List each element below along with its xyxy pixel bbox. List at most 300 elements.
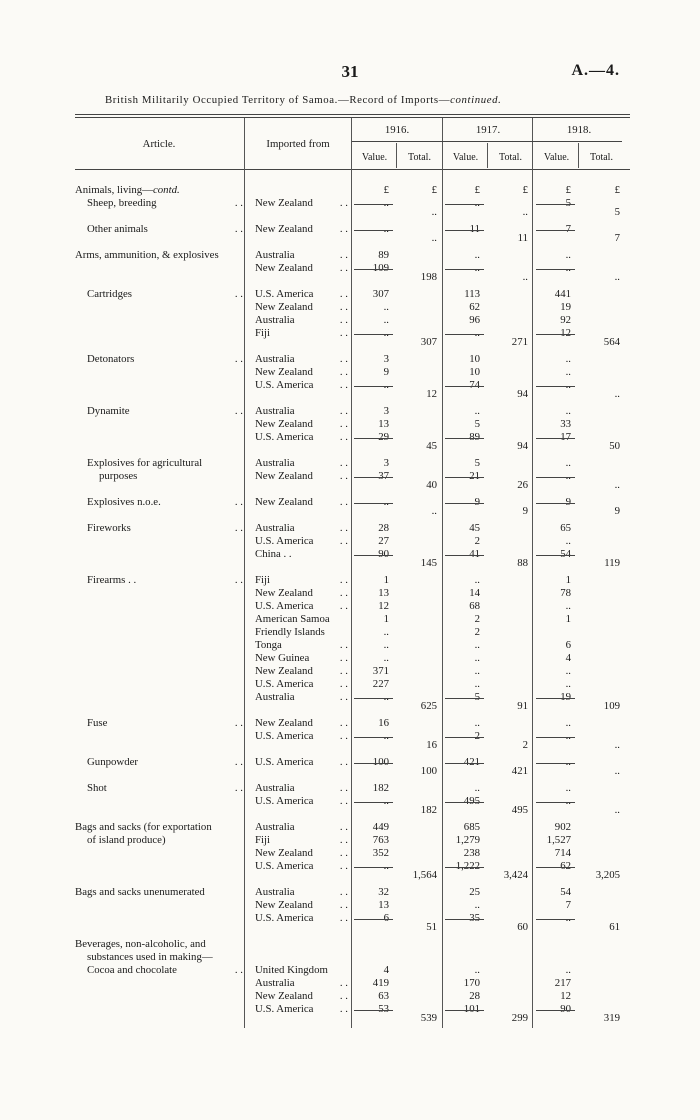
subtotal-rule	[445, 269, 484, 270]
value-cell: 352	[372, 847, 389, 859]
value-cell: 307	[372, 288, 389, 300]
origin-label: Friendly Islands	[255, 626, 325, 638]
total-cell: 11	[517, 232, 528, 244]
value-cell: 62	[560, 860, 571, 872]
value-cell: ..	[474, 899, 480, 911]
leader-dots: . .	[339, 678, 348, 690]
value-cell: ..	[565, 795, 571, 807]
leader-dots: . .	[339, 977, 348, 989]
value-cell: 9	[383, 366, 389, 378]
subtotal-rule	[354, 763, 393, 764]
total-cell: £	[522, 184, 528, 196]
header-top-rule-2	[75, 117, 630, 118]
total-cell: 94	[517, 388, 528, 400]
value-cell: 101	[463, 1003, 480, 1015]
subtotal-rule	[536, 269, 575, 270]
value-header: Value.	[543, 152, 570, 163]
value-cell: ..	[383, 730, 389, 742]
origin-label: China . .	[255, 548, 292, 560]
subtotal-rule	[536, 503, 575, 504]
total-cell: ..	[431, 206, 437, 218]
value-cell: 4	[565, 652, 571, 664]
document-reference: A.—4.	[571, 62, 620, 79]
article-label: Fireworks	[87, 522, 131, 534]
origin-label: Fiji	[255, 834, 271, 846]
leader-dots: . .	[339, 600, 348, 612]
value-cell: 1	[565, 574, 571, 586]
leader-dots: . .	[339, 639, 348, 651]
subtotal-rule	[354, 919, 393, 920]
origin-label: U.S. America	[255, 678, 314, 690]
value-cell: 1,527	[546, 834, 571, 846]
leader-dots: . .	[234, 574, 243, 586]
value-cell: 25	[469, 886, 480, 898]
value-cell: ..	[474, 782, 480, 794]
title-main: British Militarily Occupied Territory of Samoa.—Record of Imports—	[105, 94, 451, 106]
subtotal-rule	[445, 763, 484, 764]
column-rule	[244, 118, 245, 1028]
year-rule	[352, 141, 622, 142]
column-rule	[532, 118, 533, 1028]
article-label: Beverages, non-alcoholic, and	[75, 938, 206, 950]
subtotal-rule	[445, 737, 484, 738]
year-header: 1917.	[475, 124, 501, 136]
origin-label: New Zealand	[255, 418, 313, 430]
subtotal-rule	[536, 230, 575, 231]
value-cell: £	[474, 184, 480, 196]
value-cell: 227	[372, 678, 389, 690]
subtotal-rule	[354, 867, 393, 868]
origin-label: Australia	[255, 886, 295, 898]
leader-dots: . .	[339, 886, 348, 898]
leader-dots: . .	[339, 795, 348, 807]
article-label: of island produce)	[87, 834, 166, 846]
article-label: Animals, living—contd.	[75, 184, 180, 196]
origin-label: Australia	[255, 457, 295, 469]
total-cell: ..	[431, 505, 437, 517]
value-cell: ..	[565, 717, 571, 729]
article-label: Bags and sacks unenumerated	[75, 886, 205, 898]
total-cell: 60	[517, 921, 528, 933]
value-cell: 100	[372, 756, 389, 768]
value-cell: 9	[565, 496, 571, 508]
value-cell: 2	[474, 730, 480, 742]
origin-label: U.S. America	[255, 535, 314, 547]
leader-dots: . .	[339, 197, 348, 209]
value-cell: ..	[565, 730, 571, 742]
leader-dots: . .	[234, 782, 243, 794]
total-cell: £	[614, 184, 620, 196]
leader-dots: . .	[339, 223, 348, 235]
value-cell: 13	[378, 587, 389, 599]
value-cell: 13	[378, 418, 389, 430]
origin-label: Australia	[255, 821, 295, 833]
leader-dots: . .	[339, 899, 348, 911]
subtotal-rule	[354, 477, 393, 478]
value-cell: 6	[383, 912, 389, 924]
article-label: Other animals	[87, 223, 148, 235]
total-cell: 564	[603, 336, 620, 348]
origin-label: Fiji	[255, 574, 271, 586]
article-label: Cocoa and chocolate	[87, 964, 177, 976]
leader-dots: . .	[339, 665, 348, 677]
total-cell: 51	[426, 921, 437, 933]
value-cell: ..	[474, 639, 480, 651]
value-cell: ..	[565, 405, 571, 417]
total-cell: 100	[420, 765, 437, 777]
article-label: Dynamite	[87, 405, 130, 417]
subtotal-rule	[536, 802, 575, 803]
origin-label: Australia	[255, 314, 295, 326]
value-cell: 17	[560, 431, 571, 443]
origin-label: New Zealand	[255, 665, 313, 677]
total-cell: 1,564	[412, 869, 437, 881]
origin-label: New Zealand	[255, 990, 313, 1002]
subtotal-rule	[354, 204, 393, 205]
value-cell: 170	[463, 977, 480, 989]
header-top-rule	[75, 114, 630, 115]
value-cell: 54	[560, 548, 571, 560]
value-cell: 63	[378, 990, 389, 1002]
value-cell: 89	[378, 249, 389, 261]
subtotal-rule	[354, 737, 393, 738]
origin-label: New Zealand	[255, 470, 313, 482]
total-cell: 61	[609, 921, 620, 933]
subtotal-rule	[445, 698, 484, 699]
value-cell: ..	[565, 366, 571, 378]
subtotal-rule	[354, 334, 393, 335]
subtotal-rule	[536, 438, 575, 439]
leader-dots: . .	[339, 379, 348, 391]
value-cell: ..	[383, 860, 389, 872]
total-cell: 88	[517, 557, 528, 569]
value-cell: ..	[565, 782, 571, 794]
leader-dots: . .	[234, 353, 243, 365]
total-cell: 109	[603, 700, 620, 712]
total-header: Total.	[499, 152, 522, 163]
value-cell: ..	[383, 691, 389, 703]
origin-label: U.S. America	[255, 600, 314, 612]
total-cell: ..	[614, 765, 620, 777]
value-cell: ..	[565, 470, 571, 482]
total-cell: 421	[511, 765, 528, 777]
value-cell: 1,279	[455, 834, 480, 846]
article-label: Cartridges	[87, 288, 132, 300]
origin-label: New Zealand	[255, 301, 313, 313]
value-cell: 12	[560, 327, 571, 339]
subtotal-rule	[445, 438, 484, 439]
value-cell: ..	[474, 405, 480, 417]
total-cell: 12	[426, 388, 437, 400]
total-cell: 50	[609, 440, 620, 452]
value-cell: ..	[383, 314, 389, 326]
value-cell: £	[565, 184, 571, 196]
subtotal-rule	[354, 802, 393, 803]
origin-label: Fiji	[255, 327, 271, 339]
value-cell: ..	[383, 639, 389, 651]
value-cell: 371	[372, 665, 389, 677]
total-cell: 299	[511, 1012, 528, 1024]
total-header: Total.	[590, 152, 613, 163]
value-cell: 78	[560, 587, 571, 599]
leader-dots: . .	[339, 249, 348, 261]
value-cell: 19	[560, 691, 571, 703]
leader-dots: . .	[234, 405, 243, 417]
subtotal-rule	[536, 386, 575, 387]
value-cell: ..	[474, 665, 480, 677]
subtotal-rule	[536, 737, 575, 738]
subtotal-rule	[445, 386, 484, 387]
total-cell: ..	[614, 479, 620, 491]
value-cell: 92	[560, 314, 571, 326]
leader-dots: . .	[339, 470, 348, 482]
table-title	[105, 94, 501, 106]
leader-dots: . .	[339, 834, 348, 846]
article-label: Shot	[87, 782, 107, 794]
leader-dots: . .	[339, 912, 348, 924]
leader-dots: . .	[339, 405, 348, 417]
leader-dots: . .	[339, 574, 348, 586]
origin-label: U.S. America	[255, 379, 314, 391]
value-cell: 5	[565, 197, 571, 209]
article-label: substances used in making—	[87, 951, 213, 963]
year-header: 1918.	[566, 124, 592, 136]
value-cell: 5	[474, 457, 480, 469]
value-cell: 182	[372, 782, 389, 794]
origin-label: New Zealand	[255, 262, 313, 274]
leader-dots: . .	[339, 366, 348, 378]
value-cell: 19	[560, 301, 571, 313]
value-cell: ..	[474, 262, 480, 274]
total-cell: 3,205	[595, 869, 620, 881]
value-cell: 449	[372, 821, 389, 833]
value-cell: ..	[565, 756, 571, 768]
value-cell: ..	[474, 717, 480, 729]
value-cell: 45	[469, 522, 480, 534]
value-cell: 109	[372, 262, 389, 274]
origin-label: New Zealand	[255, 899, 313, 911]
value-cell: 13	[378, 899, 389, 911]
origin-label: Tonga	[255, 639, 282, 651]
leader-dots: . .	[234, 288, 243, 300]
value-header: Value.	[361, 152, 388, 163]
leader-dots: . .	[339, 327, 348, 339]
value-cell: ..	[474, 327, 480, 339]
subtotal-rule	[354, 503, 393, 504]
subtotal-rule	[354, 386, 393, 387]
value-cell: ..	[565, 964, 571, 976]
value-cell: ..	[474, 652, 480, 664]
article-label: Arms, ammunition, & explosives	[75, 249, 219, 261]
value-cell: 2	[474, 613, 480, 625]
subtotal-rule	[445, 230, 484, 231]
value-cell: 6	[565, 639, 571, 651]
subtotal-rule	[445, 867, 484, 868]
value-cell: 7	[565, 899, 571, 911]
total-cell: 7	[614, 232, 620, 244]
subtotal-rule	[445, 802, 484, 803]
subtotal-rule	[536, 555, 575, 556]
value-cell: ..	[565, 457, 571, 469]
subtotal-rule	[354, 555, 393, 556]
origin-label: U.S. America	[255, 730, 314, 742]
leader-dots: . .	[339, 535, 348, 547]
value-cell: 1	[383, 613, 389, 625]
value-cell: ..	[383, 197, 389, 209]
origin-label: New Zealand	[255, 197, 313, 209]
value-cell: 421	[463, 756, 480, 768]
value-cell: 21	[469, 470, 480, 482]
page-number: 31	[341, 62, 359, 81]
leader-dots: . .	[339, 314, 348, 326]
origin-label: U.S. America	[255, 912, 314, 924]
origin-label: U.S. America	[255, 756, 314, 768]
value-cell: ..	[383, 496, 389, 508]
value-cell: 28	[469, 990, 480, 1002]
value-cell: 90	[378, 548, 389, 560]
value-cell: 3	[383, 353, 389, 365]
total-cell: 119	[604, 557, 620, 569]
leader-dots: . .	[234, 756, 243, 768]
value-cell: 96	[469, 314, 480, 326]
value-cell: ..	[474, 249, 480, 261]
total-cell: 5	[614, 206, 620, 218]
article-label: Detonators	[87, 353, 135, 365]
leader-dots: . .	[339, 847, 348, 859]
total-cell: 2	[522, 739, 528, 751]
value-cell: 10	[469, 353, 480, 365]
origin-label: U.S. America	[255, 860, 314, 872]
value-cell: 685	[463, 821, 480, 833]
total-cell: 495	[511, 804, 528, 816]
subtotal-rule	[536, 1010, 575, 1011]
total-cell: ..	[614, 804, 620, 816]
subtotal-rule	[445, 334, 484, 335]
leader-dots: . .	[339, 353, 348, 365]
article-label: Sheep, breeding	[87, 197, 157, 209]
origin-label: U.S. America	[255, 1003, 314, 1015]
total-cell: 9	[614, 505, 620, 517]
value-cell: 32	[378, 886, 389, 898]
value-cell: 1,222	[455, 860, 480, 872]
origin-label: U.S. America	[255, 288, 314, 300]
value-cell: 763	[372, 834, 389, 846]
total-cell: 182	[420, 804, 437, 816]
value-cell: 74	[469, 379, 480, 391]
value-cell: 10	[469, 366, 480, 378]
value-cell: 2	[474, 626, 480, 638]
value-cell: 1	[383, 574, 389, 586]
origin-label: Australia	[255, 782, 295, 794]
leader-dots: . .	[339, 652, 348, 664]
total-cell: ..	[614, 271, 620, 283]
article-label: purposes	[99, 470, 138, 482]
leader-dots: . .	[339, 587, 348, 599]
value-cell: 3	[383, 405, 389, 417]
leader-dots: . .	[234, 496, 243, 508]
value-cell: £	[383, 184, 389, 196]
article-label: Bags and sacks (for exportation	[75, 821, 212, 833]
value-cell: 11	[469, 223, 480, 235]
value-cell: ..	[383, 223, 389, 235]
title-continued: continued.	[450, 94, 502, 106]
value-cell: 68	[469, 600, 480, 612]
origin-label: New Zealand	[255, 366, 313, 378]
value-cell: ..	[383, 301, 389, 313]
leader-dots: . .	[339, 288, 348, 300]
value-cell: 35	[469, 912, 480, 924]
value-cell: ..	[565, 678, 571, 690]
leader-dots: . .	[339, 782, 348, 794]
value-cell: ..	[383, 327, 389, 339]
origin-label: U.S. America	[255, 431, 314, 443]
origin-label: New Zealand	[255, 223, 313, 235]
leader-dots: . .	[339, 821, 348, 833]
value-cell: 3	[383, 457, 389, 469]
origin-label: American Samoa	[255, 613, 330, 625]
value-cell: 53	[378, 1003, 389, 1015]
value-cell: 28	[378, 522, 389, 534]
value-cell: ..	[565, 600, 571, 612]
value-cell: 14	[469, 587, 480, 599]
leader-dots: . .	[339, 1003, 348, 1015]
leader-dots: . .	[234, 964, 243, 976]
value-cell: 419	[372, 977, 389, 989]
origin-label: Australia	[255, 249, 295, 261]
leader-dots: . .	[339, 418, 348, 430]
subtotal-rule	[445, 477, 484, 478]
total-cell: 625	[420, 700, 437, 712]
total-header: Total.	[408, 152, 431, 163]
total-cell: 26	[517, 479, 528, 491]
total-cell: 45	[426, 440, 437, 452]
value-cell: ..	[565, 665, 571, 677]
total-cell: 319	[603, 1012, 620, 1024]
origin-label: U.S. America	[255, 795, 314, 807]
origin-label: Australia	[255, 691, 295, 703]
origin-label: New Zealand	[255, 847, 313, 859]
origin-label: New Zealand	[255, 587, 313, 599]
subtotal-rule	[354, 698, 393, 699]
subtotal-rule	[445, 919, 484, 920]
value-cell: 238	[463, 847, 480, 859]
value-cell: ..	[565, 379, 571, 391]
value-cell: 902	[554, 821, 571, 833]
value-cell: ..	[565, 353, 571, 365]
value-cell: ..	[383, 652, 389, 664]
leader-dots: . .	[234, 197, 243, 209]
value-cell: 41	[469, 548, 480, 560]
continued-marker: contd.	[152, 184, 180, 196]
leader-dots: . .	[339, 262, 348, 274]
value-cell: ..	[565, 249, 571, 261]
value-cell: 54	[560, 886, 571, 898]
value-cell: 5	[474, 418, 480, 430]
year-header: 1916.	[384, 124, 410, 136]
value-cell: 62	[469, 301, 480, 313]
total-cell: 16	[426, 739, 437, 751]
value-cell: 12	[560, 990, 571, 1002]
value-cell: ..	[565, 262, 571, 274]
leader-dots: . .	[339, 301, 348, 313]
total-cell: ..	[614, 739, 620, 751]
leader-dots: . .	[339, 457, 348, 469]
total-cell: ..	[614, 388, 620, 400]
leader-dots: . .	[339, 756, 348, 768]
value-cell: 495	[463, 795, 480, 807]
total-cell: 539	[420, 1012, 437, 1024]
article-label: Gunpowder	[87, 756, 138, 768]
